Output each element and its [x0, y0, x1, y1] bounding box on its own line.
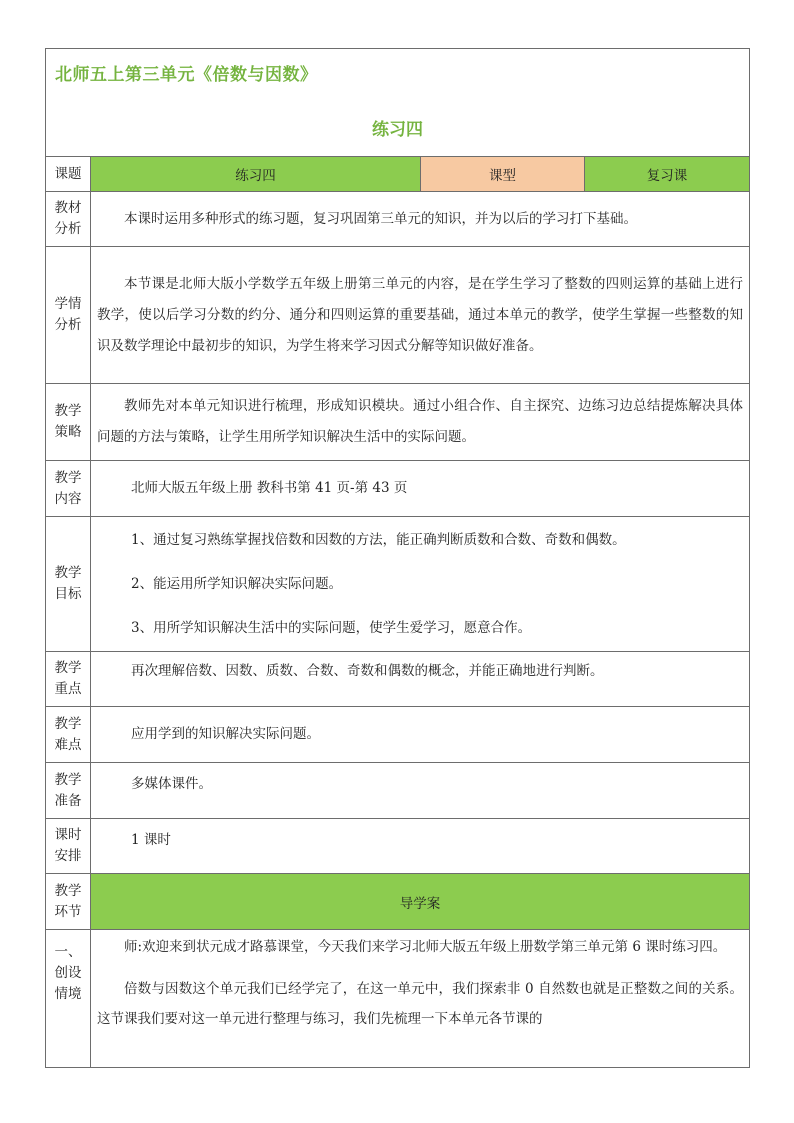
key-points-label: 教学 重点 — [46, 652, 91, 707]
content-row — [46, 461, 750, 517]
preparation-text: 多媒体课件。 — [91, 763, 750, 819]
key-points-text: 再次理解倍数、因数、质数、合数、奇数和偶数的概念，并能正确地进行判断。 — [91, 652, 750, 707]
unit-title: 北师五上第三单元《倍数与因数》 — [55, 65, 318, 85]
lesson-title: 练习四 — [372, 120, 423, 140]
header-cell — [46, 49, 750, 157]
material-row — [46, 192, 750, 247]
material-label: 教材 分析 — [46, 192, 91, 247]
info-row — [46, 157, 750, 192]
intro-row — [46, 930, 750, 1068]
difficulties-text: 应用学到的知识解决实际问题。 — [91, 707, 750, 763]
intro-paragraph: 倍数与因数这个单元我们已经学完了，在这一单元中，我们探索非 0 自然数也就是正整数之间的关系。这节课我们要对这一单元进行整理与练习，我们先梳理一下本单元各节课的 — [97, 981, 743, 1027]
goal-item: 3、用所学知识解决生活中的实际问题，使学生爱学习，愿意合作。 — [131, 620, 532, 636]
preparation-label: 教学 准备 — [46, 763, 91, 819]
intro-text — [91, 930, 750, 1068]
difficulties-row — [46, 707, 750, 763]
preparation-row — [46, 763, 750, 819]
topic-value: 练习四 — [91, 157, 421, 192]
goals-row — [46, 517, 750, 652]
intro-label: 一、 创设 情境 — [46, 930, 91, 1068]
goals-label: 教学 目标 — [46, 517, 91, 652]
content-text: 北师大版五年级上册 教科书第 41 页-第 43 页 — [91, 461, 750, 517]
process-row — [46, 874, 750, 930]
intro-paragraph: 师:欢迎来到状元成才路慕课堂，今天我们来学习北师大版五年级上册数学第三单元第 6 课时练习四。 — [124, 939, 727, 955]
strategy-text: 教师先对本单元知识进行梳理，形成知识模块。通过小组合作、自主探究、边练习边总结提炼解决具体问题的方法与策略，让学生用所学知识解决生活中的实际问题。 — [91, 384, 750, 461]
goal-item: 1、通过复习熟练掌握找倍数和因数的方法，能正确判断质数和合数、奇数和偶数。 — [131, 532, 626, 548]
schedule-text: 1 课时 — [91, 819, 750, 874]
lesson-plan-table — [45, 48, 750, 1068]
lesson-plan-document — [45, 48, 749, 1068]
strategy-row — [46, 384, 750, 461]
difficulties-label: 教学 难点 — [46, 707, 91, 763]
strategy-label: 教学 策略 — [46, 384, 91, 461]
type-label: 课型 — [421, 157, 585, 192]
topic-label: 课题 — [46, 157, 91, 192]
type-value: 复习课 — [585, 157, 750, 192]
schedule-label: 课时 安排 — [46, 819, 91, 874]
goals-list — [91, 517, 750, 652]
process-label: 教学 环节 — [46, 874, 91, 930]
students-text: 本节课是北师大版小学数学五年级上册第三单元的内容，是在学生学习了整数的四则运算的基础上进行教学，使以后学习分数的约分、通分和四则运算的重要基础，通过本单元的教学，使学生掌握一些整数的知识及数学理论中最初步的知识，为学生将来学习因式分解等知识做好准备。 — [91, 247, 750, 384]
schedule-row — [46, 819, 750, 874]
students-label: 学情 分析 — [46, 247, 91, 384]
key-points-row — [46, 652, 750, 707]
content-label: 教学 内容 — [46, 461, 91, 517]
goal-item: 2、能运用所学知识解决实际问题。 — [131, 576, 343, 592]
students-row — [46, 247, 750, 384]
header-row — [46, 49, 750, 157]
material-text: 本课时运用多种形式的练习题，复习巩固第三单元的知识，并为以后的学习打下基础。 — [91, 192, 750, 247]
process-header: 导学案 — [91, 874, 750, 930]
